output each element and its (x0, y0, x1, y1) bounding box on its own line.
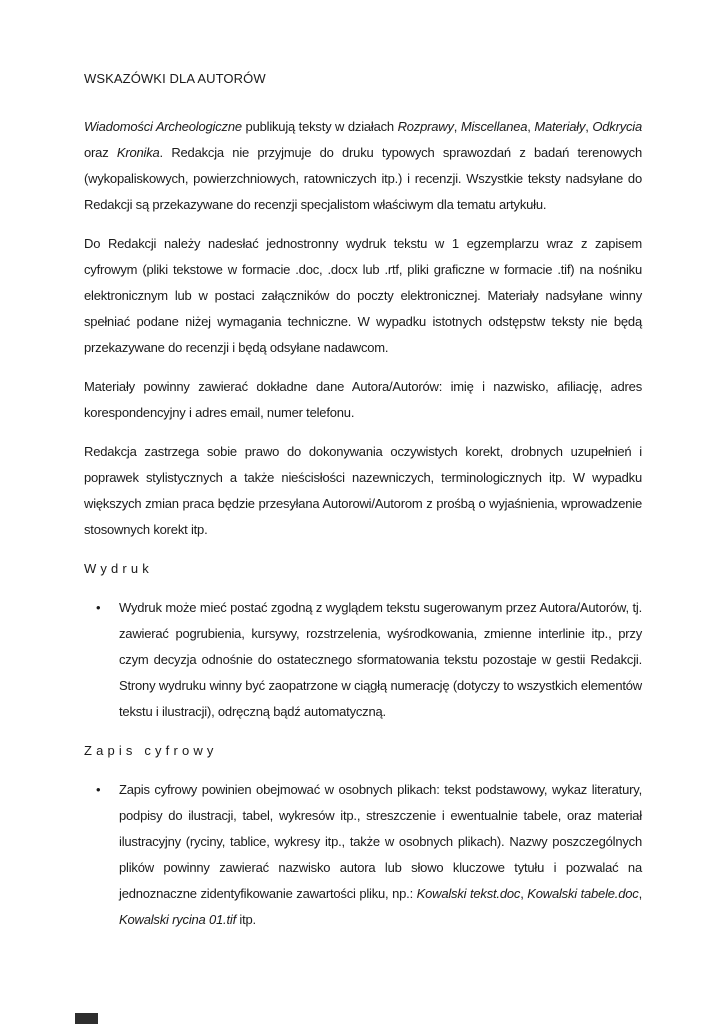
text-run-italic: Odkrycia (592, 119, 643, 134)
text-run: Zapis cyfrowy (84, 743, 218, 758)
text-run: Materiały powinny zawierać dokładne dane Autora/Autorów: imię i nazwisko, afiliację, adres korespondencyjny i adres email, numer telefonu. (84, 379, 642, 420)
text-run: Zapis cyfrowy powinien obejmować w osobnych plikach: tekst podstawowy, wykaz literatury, podpisy do ilustracji, tabel, wykresów itp., streszczenie i ewentualnie tabele, oraz materiał ilustracyjny (ryciny, tablice, wykresy itp., także w osobnych plikach). Nazwy poszczególnych plików powinny zawierać nazwisko autora lub słowo kluczowe tytułu i pozwalać na jednoznaczne zidentyfikowanie zawartości pliku, np.: (119, 782, 642, 901)
paragraph (84, 114, 642, 218)
text-run-italic: Rozprawy (397, 119, 454, 134)
bullet-text (119, 782, 642, 927)
text-run-italic: Materiały (534, 119, 586, 134)
text-run: , (585, 119, 593, 134)
bullet-item (84, 777, 642, 933)
text-run: , (638, 886, 642, 901)
text-run-italic: Kronika (116, 145, 160, 160)
bullet-icon: • (96, 782, 101, 797)
text-run: itp. (235, 912, 256, 927)
text-run: publikują teksty w działach (241, 119, 398, 134)
text-run-italic: Kowalski tekst.doc (416, 886, 521, 901)
text-run: Wydruk może mieć postać zgodną z wyglądem tekstu sugerowanym przez Autora/Autorów, tj. zawierać pogrubienia, kursywy, rozstrzelenia, wyśrodkowania, zmienne interlinie itp., przy czym decyzja odnośnie do ostatecznego sformatowania tekstu pozostaje w gestii Redakcji. Strony wydruku winny być zaopatrzone w ciągłą numerację (dotyczy to wszystkich elementów tekstu i ilustracji), odręczną bądź automatyczną. (119, 600, 642, 719)
section-heading (84, 556, 642, 582)
text-run: oraz (84, 145, 117, 160)
section-heading (84, 738, 642, 764)
bullet-text (119, 600, 642, 719)
document-title: WSKAZÓWKI DLA AUTORÓW (84, 71, 266, 86)
text-run-italic: Kowalski rycina 01.tif (119, 912, 236, 927)
text-run: Do Redakcji należy nadesłać jednostronny wydruk tekstu w 1 egzemplarzu wraz z zapisem cyfrowym (pliki tekstowe w formacie .doc, .docx lub .rtf, pliki graficzne w formacie .tif) na nośniku elektronicznym lub w postaci załączników do poczty elektronicznej. Materiały nadsyłane winny spełniać podane niżej wymagania techniczne. W wypadku istotnych odstępstw teksty nie będą przekazywane do recenzji i będą odsyłane nadawcom. (84, 236, 642, 355)
bullet-item (84, 595, 642, 725)
text-run-italic: Kowalski tabele.doc (527, 886, 639, 901)
text-run: . Redakcja nie przyjmuje do druku typowych sprawozdań z badań terenowych (wykopaliskowych, powierzchniowych, ratowniczych itp.) i recenzji. Wszystkie teksty nadsyłane do Redakcji są przekazywane do recenzji specjalistom właściwym dla tematu artykułu. (84, 145, 642, 212)
paragraph (84, 439, 642, 543)
text-run-italic: Miscellanea (460, 119, 528, 134)
next-page-edge-artifact (75, 1013, 98, 1024)
text-run: , (527, 119, 535, 134)
document-body (84, 114, 642, 933)
paragraph (84, 374, 642, 426)
text-run: , (453, 119, 461, 134)
paragraph (84, 231, 642, 361)
text-run: Wydruk (84, 561, 153, 576)
bullet-icon: • (96, 600, 101, 615)
text-run: , (520, 886, 528, 901)
text-run-italic: Wiadomości Archeologiczne (84, 119, 242, 134)
text-run: Redakcja zastrzega sobie prawo do dokonywania oczywistych korekt, drobnych uzupełnień i poprawek stylistycznych a także nieścisłości nazewniczych, terminologicznych itp. W wypadku większych zmian praca będzie przesyłana Autorowi/Autorom z prośbą o wyjaśnienia, wprowadzenie stosownych korekt itp. (84, 444, 642, 537)
